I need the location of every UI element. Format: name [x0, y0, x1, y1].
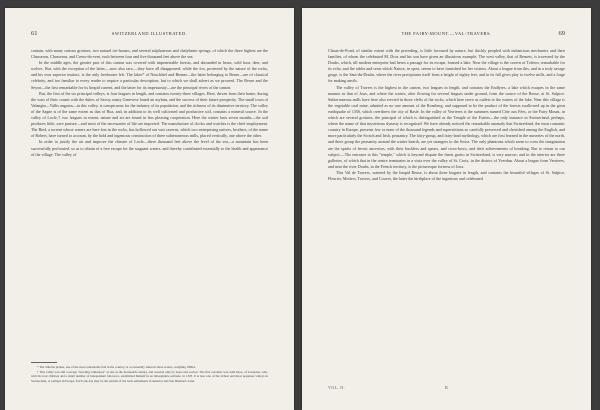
- page-number: 61: [31, 30, 38, 37]
- page-number: 69: [558, 30, 565, 37]
- paragraph: Chaux-de-Fond, of similar extent with the preceding, is little favoured by nature, but thickly peopled with industrious mechanics and their families, of whom the celebrated M. Droz and his son have given an illustrious example. The west valley, that of Brenets, is traversed by the Doubs, which, till modern enterprise had hewn a passage for its escape, formed a lake. Near the village is the cavern of Toftern, remarkable for its echo, and the tables and seats which Nature, in sport, seems to have furnished for her visitors. About a league from this, and in a truly savage gorge, is the Saut-du-Doubs, where the river precipitates itself from a height of eighty feet, and in its fall gives play to twelve mills, and a forge for making anvils.: [328, 48, 565, 84]
- footnote-rule: [31, 362, 57, 363]
- running-head: THE FAIRY-MOUNT.—VAL-TRAVERS.: [401, 31, 492, 36]
- left-page: [5, 8, 294, 410]
- paragraph: contain, with many curious grottoes, two natural ice-houses, and several sulphureous and chalybeate springs, of which the three highest are the Chasseron, Chasseron, and Creux-du-vent, each between four and five thousand feet above the sea.: [31, 48, 268, 60]
- paragraph: This Val de Travers, watered by the limpid Reuse, is about three leagues in length, and contains the beautiful villages of St. Sulpice, Fleurier, Motiers, Travers, and Couvet, the latter the birthplace of the ingenious and celebrated: [328, 169, 565, 181]
- signature-mark: R: [445, 385, 448, 390]
- body-text: [328, 48, 565, 182]
- footnotes: [31, 365, 268, 383]
- paragraph: In the middle ages, the greater part of this canton was covered with impenetrable forests, and abounded in bears, wild boar, deer, and wolves. But, with the exception of the latter,—now also rare,—they have all disappeared; while the fox, protected by the nature of the rocks, and his own superior instinct, is the only freebooter left. The lakes* of Neuchâtel and Bienne—the latter belonging to Berne—are of classical celebrity, and too familiar to every reader to require a particular description, but to which we shall advert as we proceed. The Reuse and the Seyon—the first remarkable for its limpid current, and the latter for its impetuosity—are the principal rivers of the canton.: [31, 60, 268, 90]
- footnote: † This valley was still a savage "howling wilderness" as late as the fourteenth century, and resorted only by bears and wolves. The first colonists was John Droz, of Lerondon, who, with his four children and a small number of independent followers, established himself in an inhospitable solitude, in 1303. It is now one of the richest and most populous valleys in Switzerland, or perhaps in Europe. Each one day may be the seldom of the back settlements in America and Van Diemen's Land.: [31, 369, 268, 383]
- paragraph: But, the first of the six principal valleys, is four leagues in length, and contains twenty-three villages. Here, driven from their home, during the wars of their counts with the dukes of Savoy, many Genevese found an asylum, and the success of their future prosperity. The small town of Valangin—Vallis angusta—in this valley, is conspicuous for the industry of its population, and the richness of its diminutive territory. The valley of the Sagne is of the same extent as that of Ruz, and, in addition to its well cultivated and productive soil, contains a mineral source. In the valley of Locle,† two leagues in extent, nature and art are found in less pleasing cooperation. Here the winter lasts seven months—the soil produces little, save pasture—and most of the necessaries of life are imported. The manufacture of clocks and watches is the chief employment. The Bied, a torrent whose waters are here lost in the rocks, has hollowed out vast caverns, which two enterprising natives, brothers, of the name of Robert, have turned to account, by the bold and ingenious construction of three subterraneous mills, placed vertically, one above the other.: [31, 90, 268, 139]
- footnote: * The Sihorna planus, one of the most remarkable fish in the country, is occasionally taken in these waters, weighing 180lbs.: [37, 365, 196, 369]
- page-header: [328, 30, 565, 40]
- body-text: [31, 48, 268, 158]
- volume-label: VOL. II.: [328, 385, 346, 390]
- page-header: [31, 30, 268, 40]
- right-page: [302, 8, 591, 410]
- running-head: SWITZERLAND ILLUSTRATED.: [111, 31, 188, 36]
- paragraph: In order to justify the air and improve the climate of Locle—there thousand feet above the level of the sea—a mountain has been successfully perforated, so as to obtain of a free escape for the stagnant waters, and thereby contributed essentially to the health and appearance of the village. The valley of: [31, 139, 268, 157]
- paragraph: The valley of Travers is the highest in the canton, two leagues in length, and contains the Endlyres, a lake which escapes in the same manner as that of Joux, and where the waters, after flowing for several leagues under ground, form the source of the Reuse, at St. Sulpice. Subterraneous mills have here also erected in those clefts of the rocks, which here serve as outlets to the waters of the lake. Near this village is the vegetable coal mine, admited as no rare amount of the Rosnberg, and supposed to be the product of the forests swallowed up in the great earthquake of 1356, which overthrew the city of Basle. In the valley of Verrieres is the summers named Côte aux Fées, or the Fairy Mount, in which are several grottoes, the principal of which is distinguished as the Temple of the Fairies—the only instance in Switzerland, perhaps, where the name of that mysterious dynasty is recognised. We have already noticed the remarkable anomaly that Switzerland, the most romantic country in Europe, presents few or none of the thousand legends and superstitions so carefully preserved and cherished among the English, and more particularly the Scotch and Irish, peasantry. The fairy-group, and fairy-land mythology, which are first learned in the nurseries of the north, and there group the peasantry around the winter hearth, are yet strangers to the Swiss. The only phantoms which seem to cross the imagination are the spirits of heroic ancestors, with their bucklers and spears, and cross-bows, and their achievements of breaking. But to return to our subject.—The entrance to this "temple," which is beyond dispute the finest grotto in Switzerland, is very narrow; and in the interior are three galleries, of which that in the centre terminates in a vista over the valley of St. Croix, in the district of Yverdun. About a league from Verrieres, and near the river Doubs, in the French territory, is the picturesque fortress of Joux.: [328, 84, 565, 169]
